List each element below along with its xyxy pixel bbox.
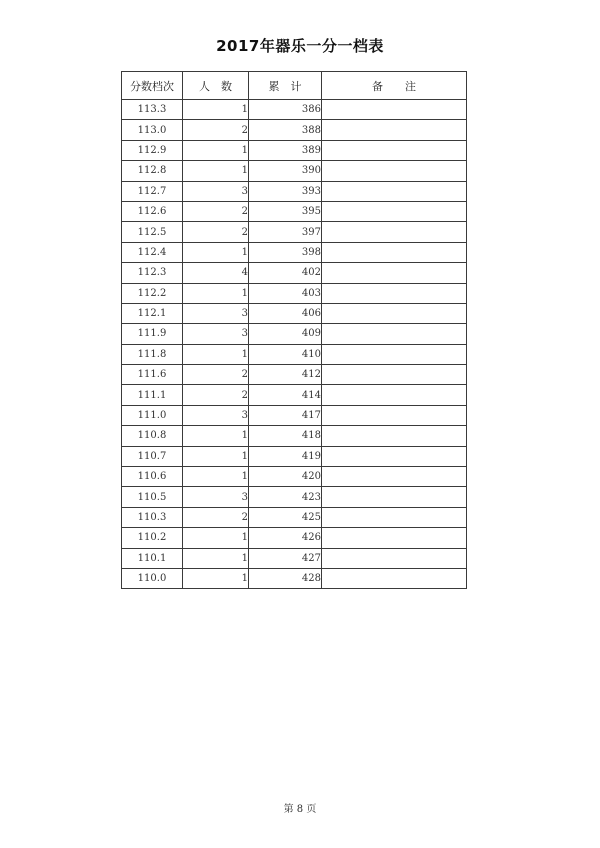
remark-cell <box>322 385 467 405</box>
remark-cell <box>322 324 467 344</box>
score-cell: 112.3 <box>122 263 183 283</box>
table-row <box>122 426 467 446</box>
score-cell: 112.6 <box>122 201 183 221</box>
remark-cell <box>322 568 467 588</box>
header-score: 分数档次 <box>122 72 183 100</box>
score-cell: 110.6 <box>122 467 183 487</box>
cumulative-cell: 410 <box>249 344 322 364</box>
remark-cell <box>322 242 467 262</box>
table-row <box>122 487 467 507</box>
score-cell: 112.8 <box>122 161 183 181</box>
cumulative-cell: 393 <box>249 181 322 201</box>
remark-cell <box>322 263 467 283</box>
count-cell: 2 <box>183 201 249 221</box>
cumulative-cell: 403 <box>249 283 322 303</box>
count-cell: 1 <box>183 528 249 548</box>
table-row <box>122 120 467 140</box>
page-number: 第 8 页 <box>283 804 317 815</box>
cumulative-cell: 398 <box>249 242 322 262</box>
count-cell: 1 <box>183 140 249 160</box>
score-cell: 111.0 <box>122 405 183 425</box>
score-cell: 112.1 <box>122 303 183 323</box>
remark-cell <box>322 528 467 548</box>
count-cell: 1 <box>183 242 249 262</box>
score-cell: 113.0 <box>122 120 183 140</box>
table-row <box>122 365 467 385</box>
score-cell: 112.7 <box>122 181 183 201</box>
table-row <box>122 344 467 364</box>
score-cell: 110.7 <box>122 446 183 466</box>
cumulative-cell: 425 <box>249 507 322 527</box>
score-cell: 113.3 <box>122 100 183 120</box>
table-body <box>122 100 467 589</box>
table-row <box>122 263 467 283</box>
table-row <box>122 222 467 242</box>
table-row <box>122 181 467 201</box>
table-row <box>122 303 467 323</box>
remark-cell <box>322 344 467 364</box>
remark-cell <box>322 487 467 507</box>
table-row <box>122 568 467 588</box>
remark-cell <box>322 467 467 487</box>
count-cell: 3 <box>183 405 249 425</box>
count-cell: 2 <box>183 507 249 527</box>
remark-cell <box>322 303 467 323</box>
remark-cell <box>322 426 467 446</box>
remark-cell <box>322 446 467 466</box>
header-count: 人 数 <box>183 72 249 100</box>
score-cell: 110.8 <box>122 426 183 446</box>
cumulative-cell: 427 <box>249 548 322 568</box>
count-cell: 1 <box>183 446 249 466</box>
table-row <box>122 201 467 221</box>
remark-cell <box>322 140 467 160</box>
count-cell: 2 <box>183 120 249 140</box>
remark-cell <box>322 100 467 120</box>
table-row <box>122 100 467 120</box>
table-row <box>122 528 467 548</box>
cumulative-cell: 417 <box>249 405 322 425</box>
cumulative-cell: 412 <box>249 365 322 385</box>
remark-cell <box>322 405 467 425</box>
count-cell: 3 <box>183 181 249 201</box>
cumulative-cell: 386 <box>249 100 322 120</box>
cumulative-cell: 388 <box>249 120 322 140</box>
table-row <box>122 161 467 181</box>
table-row <box>122 324 467 344</box>
count-cell: 1 <box>183 568 249 588</box>
cumulative-cell: 397 <box>249 222 322 242</box>
remark-cell <box>322 365 467 385</box>
score-cell: 110.3 <box>122 507 183 527</box>
count-cell: 2 <box>183 222 249 242</box>
score-cell: 112.4 <box>122 242 183 262</box>
count-cell: 1 <box>183 161 249 181</box>
score-cell: 110.2 <box>122 528 183 548</box>
count-cell: 1 <box>183 100 249 120</box>
score-cell: 110.5 <box>122 487 183 507</box>
score-cell: 112.5 <box>122 222 183 242</box>
table-row <box>122 467 467 487</box>
score-cell: 110.1 <box>122 548 183 568</box>
cumulative-cell: 418 <box>249 426 322 446</box>
table-row <box>122 140 467 160</box>
count-cell: 4 <box>183 263 249 283</box>
count-cell: 1 <box>183 344 249 364</box>
cumulative-cell: 389 <box>249 140 322 160</box>
table-row <box>122 507 467 527</box>
table-row <box>122 548 467 568</box>
score-cell: 111.1 <box>122 385 183 405</box>
remark-cell <box>322 548 467 568</box>
score-cell: 112.2 <box>122 283 183 303</box>
score-cell: 111.6 <box>122 365 183 385</box>
cumulative-cell: 428 <box>249 568 322 588</box>
cumulative-cell: 395 <box>249 201 322 221</box>
remark-cell <box>322 222 467 242</box>
remark-cell <box>322 120 467 140</box>
cumulative-cell: 406 <box>249 303 322 323</box>
count-cell: 1 <box>183 467 249 487</box>
header-remark: 备 注 <box>322 72 467 100</box>
count-cell: 1 <box>183 548 249 568</box>
page-title: 2017年器乐一分一档表 <box>216 37 384 55</box>
count-cell: 3 <box>183 324 249 344</box>
remark-cell <box>322 507 467 527</box>
score-cell: 111.8 <box>122 344 183 364</box>
cumulative-cell: 420 <box>249 467 322 487</box>
cumulative-cell: 390 <box>249 161 322 181</box>
score-cell: 112.9 <box>122 140 183 160</box>
table-row <box>122 283 467 303</box>
score-cell: 110.0 <box>122 568 183 588</box>
remark-cell <box>322 283 467 303</box>
count-cell: 3 <box>183 303 249 323</box>
header-cumulative: 累 计 <box>249 72 322 100</box>
cumulative-cell: 426 <box>249 528 322 548</box>
cumulative-cell: 409 <box>249 324 322 344</box>
table-header-row <box>122 72 467 100</box>
table-row <box>122 446 467 466</box>
table-row <box>122 405 467 425</box>
table-row <box>122 242 467 262</box>
count-cell: 1 <box>183 426 249 446</box>
remark-cell <box>322 161 467 181</box>
remark-cell <box>322 181 467 201</box>
count-cell: 1 <box>183 283 249 303</box>
remark-cell <box>322 201 467 221</box>
count-cell: 3 <box>183 487 249 507</box>
count-cell: 2 <box>183 385 249 405</box>
cumulative-cell: 419 <box>249 446 322 466</box>
cumulative-cell: 402 <box>249 263 322 283</box>
cumulative-cell: 414 <box>249 385 322 405</box>
table-row <box>122 385 467 405</box>
cumulative-cell: 423 <box>249 487 322 507</box>
score-cell: 111.9 <box>122 324 183 344</box>
count-cell: 2 <box>183 365 249 385</box>
score-distribution-table <box>121 71 467 589</box>
